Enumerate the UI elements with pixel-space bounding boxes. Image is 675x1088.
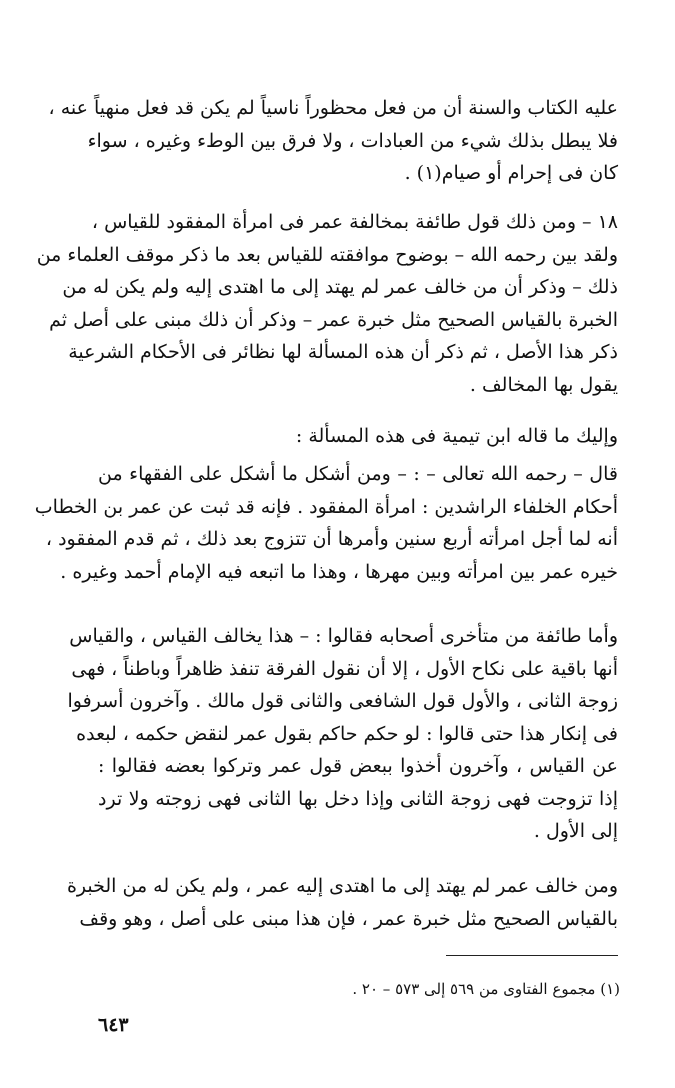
paragraph-2 — [36, 206, 618, 401]
text-line: ١٨ – ومن ذلك قول طائفة بمخالفة عمر فى امرأة المفقود للقياس ، — [91, 211, 618, 233]
text-line: إذا تزوجت فهى زوجة الثانى وإذا دخل بها الثانى فهى زوجته ولا ترد — [98, 787, 618, 810]
text-line: كان فى إحرام أو صيام(١) . — [404, 162, 618, 184]
text-line: ومن خالف عمر لم يهتد إلى ما اهتدى إليه عمر ، ولم يكن له من الخبرة — [66, 875, 618, 897]
text-line: ولقد بين رحمه الله – بوضوح موافقته للقياس بعد ما ذكر موقف العلماء من — [36, 243, 618, 266]
text-line: ذكر هذا الأصل ، ثم ذكر أن هذه المسألة لها نظائر فى الأحكام الشرعية — [68, 341, 618, 363]
text-line: بالقياس الصحيح مثل خبرة عمر ، فإن هذا مبنى على أصل ، وهو وقف — [79, 907, 618, 930]
text-line: عليه الكتاب والسنة أن من فعل محظوراً ناسياً لم يكن قد فعل منهياً عنه ، — [48, 97, 618, 119]
page-number: ٦٤٣ — [98, 1014, 129, 1036]
paragraph-4 — [34, 458, 618, 588]
footnote: (١) مجموع الفتاوى من ٥٦٩ إلى ٥٧٣ – ٢٠ . — [352, 980, 620, 998]
paragraph-6 — [66, 870, 618, 935]
text-line: أنه لما أجل امرأته أربع سنين وأمرها أن تتزوج بعد ذلك ، ثم قدم المفقود ، — [45, 528, 618, 550]
text-line: فلا يبطل بذلك شيء من العبادات ، ولا فرق بين الوطء وغيره ، سواء — [87, 129, 618, 152]
text-line: أنها باقية على نكاح الأول ، إلا أن نقول الفرقة تنفذ ظاهراً وباطناً ، فهى — [71, 657, 618, 680]
text-line: إلى الأول . — [533, 820, 618, 842]
text-line: ذلك – وذكر أن من خالف عمر لم يهتد إلى ما اهتدى إليه ولم يكن له من — [62, 276, 618, 298]
text-line: يقول بها المخالف . — [469, 373, 618, 396]
text-line: الخبرة بالقياس الصحيح مثل خبرة عمر – وذكر أن ذلك مبنى على أصل ثم — [49, 308, 618, 331]
footnote-divider — [446, 955, 618, 956]
paragraph-1 — [48, 92, 618, 190]
text-line: قال – رحمه الله تعالى – : – ومن أشكل ما أشكل على الفقهاء من — [98, 463, 618, 485]
paragraph-3 — [98, 420, 618, 453]
text-line: عن القياس ، وآخرون أخذوا ببعض قول عمر وتركوا بعضه فقالوا : — [98, 755, 618, 777]
text-line: فى إنكار هذا حتى قالوا : لو حكم حاكم بقول عمر لنقض حكمه ، لبعده — [76, 722, 618, 745]
paragraph-5 — [67, 620, 618, 848]
text-line: خيره عمر بين امرأته وبين مهرها ، وهذا ما اتبعه فيه الإمام أحمد وغيره . — [60, 560, 618, 583]
text-line: وإليك ما قاله ابن تيمية فى هذه المسألة : — [295, 425, 618, 447]
text-line: زوجة الثانى ، والأول قول الشافعى والثانى قول مالك . وآخرون أسرفوا — [67, 690, 618, 712]
text-line: أحكام الخلفاء الراشدين : امرأة المفقود . فإنه قد ثبت عن عمر بن الخطاب — [34, 495, 618, 518]
text-line: وأما طائفة من متأخرى أصحابه فقالوا : – هذا يخالف القياس ، والقياس — [69, 625, 618, 647]
